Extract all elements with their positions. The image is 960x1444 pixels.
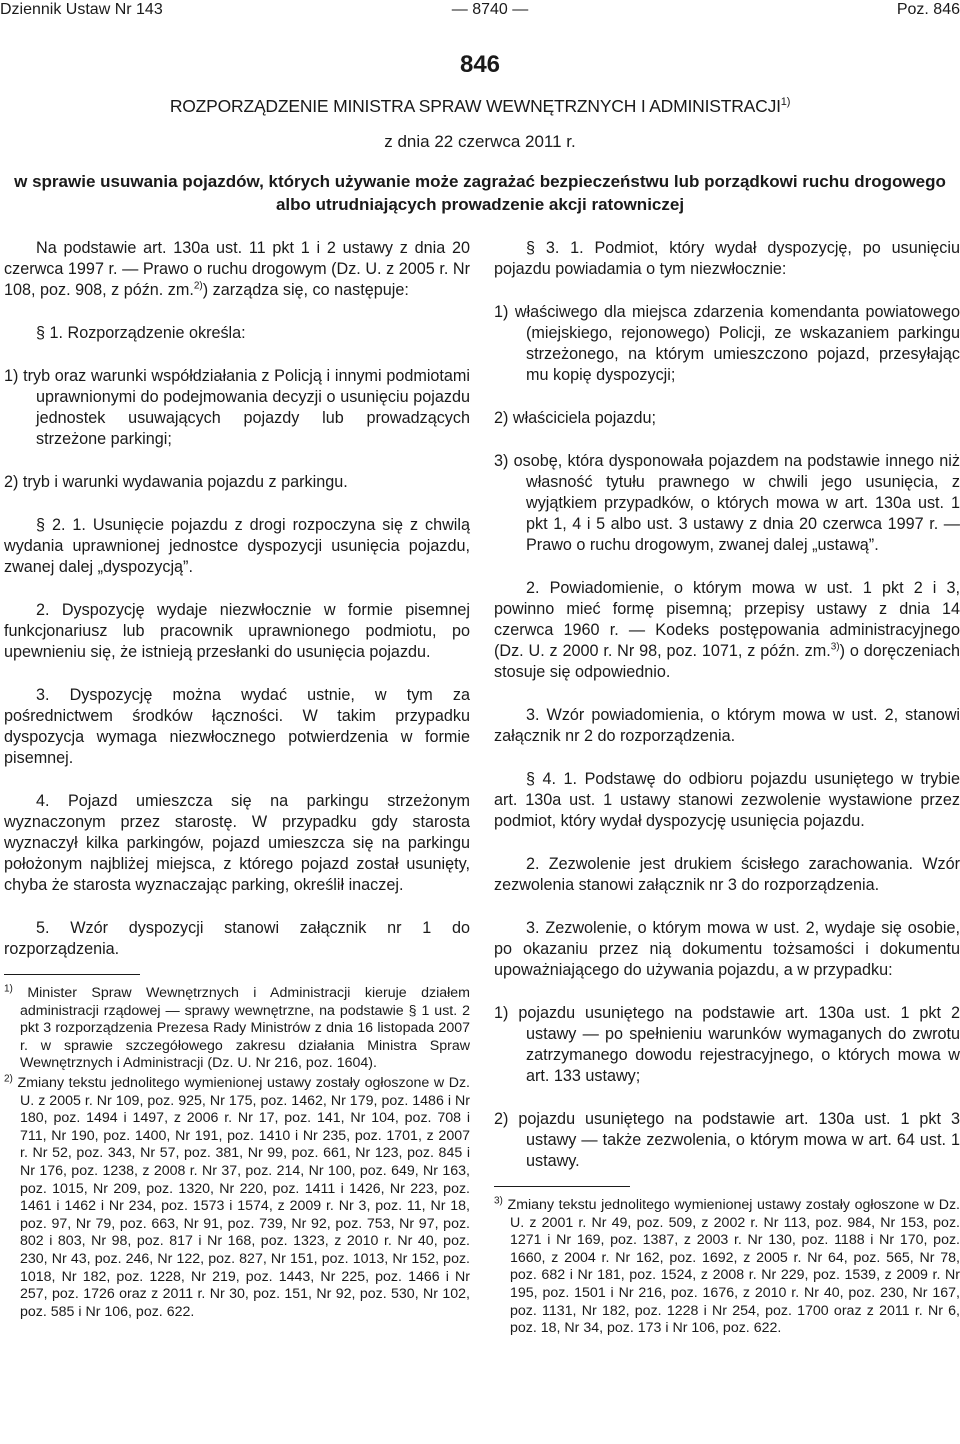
section-2-paragraph-2: 2. Dyspozycję wydaje niezwłocznie w formie pisemnej funkcjonariusz lub pracownik uprawnionego podmiotu, po upewnieniu się, że istnieją przesłanki do usunięcia pojazdu. [4, 601, 470, 661]
footnote-ref-1: 1) [780, 96, 791, 109]
journal-name: Dziennik Ustaw Nr 143 [0, 1, 163, 18]
section-3-item-1: 1) właściwego dla miejsca zdarzenia komendanta powiatowego (miejskiego, rejonowego) Policji, ze wskazaniem parkingu strzeżonego, na którym umieszczono pojazd, przesyłając mu kopię dyspozycji; [494, 303, 960, 384]
footnote-3-text: Zmiany tekstu jednolitego wymienionej ustawy zostały ogłoszone w Dz. U. z 2001 r. Nr 49, poz. 509, z 2002 r. Nr 113, poz. 984, Nr 153, poz. 1271 i Nr 169, poz. 1387, z 2003 r. Nr 130, poz. 1188 i Nr 170, poz. 1660, z 2004 r. Nr 162, poz. 1692, z 2005 r. Nr 64, poz. 565, Nr 78, poz. 682 i Nr 181, poz. 1524, z 2008 r. Nr 229, poz. 1539, z 2009 r. Nr 195, poz. 1501 i Nr 216, poz. 1676, z 2010 r. Nr 40, poz. 230, Nr 167, poz. 1131, Nr 182, poz. 1228 i Nr 254, poz. 1700 oraz z 2011 r. Nr 6, poz. 18, Nr 34, poz. 173 i Nr 106, poz. 622. [507, 1197, 960, 1337]
preamble-text: Na podstawie art. 130a ust. 11 pkt 1 i 2 ustawy z dnia 20 czerwca 1997 r. — Prawo o ruchu drogowym (Dz. U. z 2005 r. Nr 108, poz. 908, z późn. zm. [4, 239, 470, 299]
section-1-item-1: 1) tryb oraz warunki współdziałania z Policją i innymi podmiotami uprawnionymi do podejmowania decyzji o usunięciu pojazdu jednostek usuwających pojazdy lub prowadzących strzeżone parkingi; [4, 367, 470, 448]
section-2-paragraph-4: 4. Pojazd umieszcza się na parkingu strzeżonym wyznaczonym przez starostę. W przypadku gdy starosta wyznaczył kilka parkingów, pojazd umieszcza się na parkingu położonym najbliżej miejsca, z którego pojazd został usunięty, chyba że starosta wyznaczając parking, określił inaczej. [4, 792, 470, 894]
section-2-paragraph-3: 3. Dyspozycję można wydać ustnie, w tym za pośrednictwem środków łączności. W takim przypadku dyspozycja wymaga niezwłocznego potwierdzenia w formie pisemnej. [4, 686, 470, 767]
section-1-item-2: 2) tryb i warunki wydawania pojazdu z parkingu. [4, 473, 348, 491]
section-4-item-1: 1) pojazdu usuniętego na podstawie art. 130a ust. 1 pkt 2 ustawy — po spełnieniu warunków wymaganych do zwrotu zatrzymanego dowodu rejestracyjnego, o których mowa w art. 133 ustawy; [494, 1004, 960, 1085]
section-3-paragraph-2-end: ) o doręczeniach stosuje się odpowiednio. [494, 642, 960, 681]
footnote-2-text: Zmiany tekstu jednolitego wymienionej ustawy zostały ogłoszone w Dz. U. z 2005 r. Nr 109, poz. 925, Nr 175, poz. 1462, Nr 179, poz. 1486 i Nr 180, poz. 1494 i 1497, z 2006 r. Nr 17, poz. 141, Nr 104, poz. 708 i 711, Nr 190, poz. 1400, Nr 191, poz. 1410 i Nr 235, poz. 1701, z 2007 r. Nr 52, poz. 343, Nr 57, poz. 381, Nr 99, poz. 661, Nr 123, poz. 845 i Nr 176, poz. 1238, z 2008 r. Nr 37, poz. 214, Nr 100, poz. 649, Nr 163, poz. 1015, Nr 209, poz. 1320, Nr 220, poz. 1411 i 1426, Nr 223, poz. 1461 i 1462 i Nr 234, poz. 1573 i 1574, z 2009 r. Nr 3, poz. 11, Nr 18, poz. 97, Nr 79, poz. 663, Nr 91, poz. 739, Nr 92, poz. 753, Nr 97, poz. 802 i 803, Nr 98, poz. 817 i Nr 168, poz. 1323, z 2010 r. Nr 40, poz. 230, Nr 43, poz. 246, Nr 122, poz. 827, Nr 151, poz. 1013, Nr 152, poz. 1018, Nr 182, poz. 1228, Nr 219, poz. 1443, Nr 225, poz. 1466 i Nr 257, poz. 1726 oraz z 2011 r. Nr 30, poz. 151, Nr 92, poz. 530, Nr 102, poz. 585 i Nr 106, poz. 622. [17, 1074, 470, 1320]
left-column [4, 238, 470, 1323]
footnote-1 [4, 985, 470, 1073]
footnote-1-text: Minister Spraw Wewnętrznych i Administracji kieruje działem administracji rządowej — sprawy wewnętrzne, na podstawie § 1 ust. 2 pkt 3 rozporządzenia Prezesa Rady Ministrów z dnia 16 listopada 2007 r. w sprawie szczegółowego zakresu działania Ministra Spraw Wewnętrznych i Administracji (Dz. U. Nr 216, poz. 1604). [20, 985, 470, 1072]
footnote-3-label: 3) [494, 1195, 503, 1207]
section-3-item-2: 2) właściciela pojazdu; [494, 409, 656, 427]
section-1: § 1. Rozporządzenie określa: [36, 324, 246, 342]
footnote-ref-2: 2) [193, 280, 203, 292]
section-3-paragraph-3: 3. Wzór powiadomienia, o którym mowa w ust. 2, stanowi załącznik nr 2 do rozporządzenia. [494, 706, 960, 745]
footnote-2-label: 2) [4, 1073, 13, 1085]
footnote-divider-right [494, 1186, 630, 1187]
footnote-divider [4, 974, 140, 975]
section-3-item-3: 3) osobę, która dysponowała pojazdem na podstawie innego niż własność tytułu prawnego w chwili jego usunięcia, z wyjątkiem przypadków, o których mowa w art. 130a ust. 1 pkt 1, 4 i 5 albo ust. 3 ustawy z dnia 20 czerwca 1997 r. — Prawo o ruchu drogowym, zwanej dalej „ustawą”. [494, 452, 960, 554]
running-header [0, 0, 960, 22]
position-number: Poz. 846 [896, 1, 960, 18]
section-3-paragraph-2 [494, 578, 960, 683]
section-2-paragraph-1: § 2. 1. Usunięcie pojazdu z drogi rozpoczyna się z chwilą wydania uprawnionej jednostce dyspozycji usunięcia pojazdu, zwanej dalej „dyspozycją”. [4, 516, 470, 576]
footnote-2 [4, 1075, 470, 1321]
footnote-3 [494, 1197, 960, 1338]
section-4-paragraph-1: § 4. 1. Podstawę do odbioru pojazdu usuniętego w trybie art. 130a ust. 1 ustawy stanowi zezwolenie wystawione przez podmiot, który wydał dyspozycję usunięcia pojazdu. [494, 770, 960, 830]
footnote-ref-3: 3) [830, 641, 840, 653]
act-title-block [0, 50, 960, 216]
act-name-text: ROZPORZĄDZENIE MINISTRA SPRAW WEWNĘTRZNYCH I ADMINISTRACJI [169, 96, 781, 116]
act-subject: w sprawie usuwania pojazdów, których używanie może zagrażać bezpieczeństwu lub porządkowi ruchu drogowego albo utrudniających prowadzenie akcji ratowniczej [14, 172, 946, 214]
act-date: z dnia 22 czerwca 2011 r. [384, 132, 576, 151]
section-3-paragraph-2-text: 2. Powiadomienie, o którym mowa w ust. 1 pkt 2 i 3, powinno mieć formę pisemną; przepisy ustawy z dnia 14 czerwca 1960 r. — Kodeks postępowania administracyjnego (Dz. U. z 2000 r. Nr 98, poz. 1071, z późn. zm. [494, 579, 960, 660]
right-column [494, 238, 960, 1340]
section-4-item-2: 2) pojazdu usuniętego na podstawie art. 130a ust. 1 pkt 3 ustawy — także zezwolenia, o którym mowa w art. 64 ust. 1 ustawy. [494, 1110, 960, 1170]
preamble-text-end: ) zarządza się, co następuje: [202, 281, 409, 299]
footnote-1-label: 1) [4, 983, 13, 995]
section-4-paragraph-2: 2. Zezwolenie jest drukiem ścisłego zarachowania. Wzór zezwolenia stanowi załącznik nr 3 do rozporządzenia. [494, 855, 960, 894]
page-number: — 8740 — [451, 1, 529, 18]
section-4-paragraph-3: 3. Zezwolenie, o którym mowa w ust. 2, wydaje się osobie, po okazaniu przez nią dokumentu tożsamości i dokumentu upoważniającego do używania pojazdu, a w przypadku: [494, 919, 960, 979]
act-number: 846 [459, 51, 501, 78]
section-3-paragraph-1: § 3. 1. Podmiot, który wydał dyspozycję, po usunięciu pojazdu powiadamia o tym niezwłocznie: [494, 239, 960, 278]
section-2-paragraph-5: 5. Wzór dyspozycji stanowi załącznik nr 1 do rozporządzenia. [4, 919, 470, 958]
act-name [0, 94, 960, 118]
preamble [4, 238, 470, 301]
